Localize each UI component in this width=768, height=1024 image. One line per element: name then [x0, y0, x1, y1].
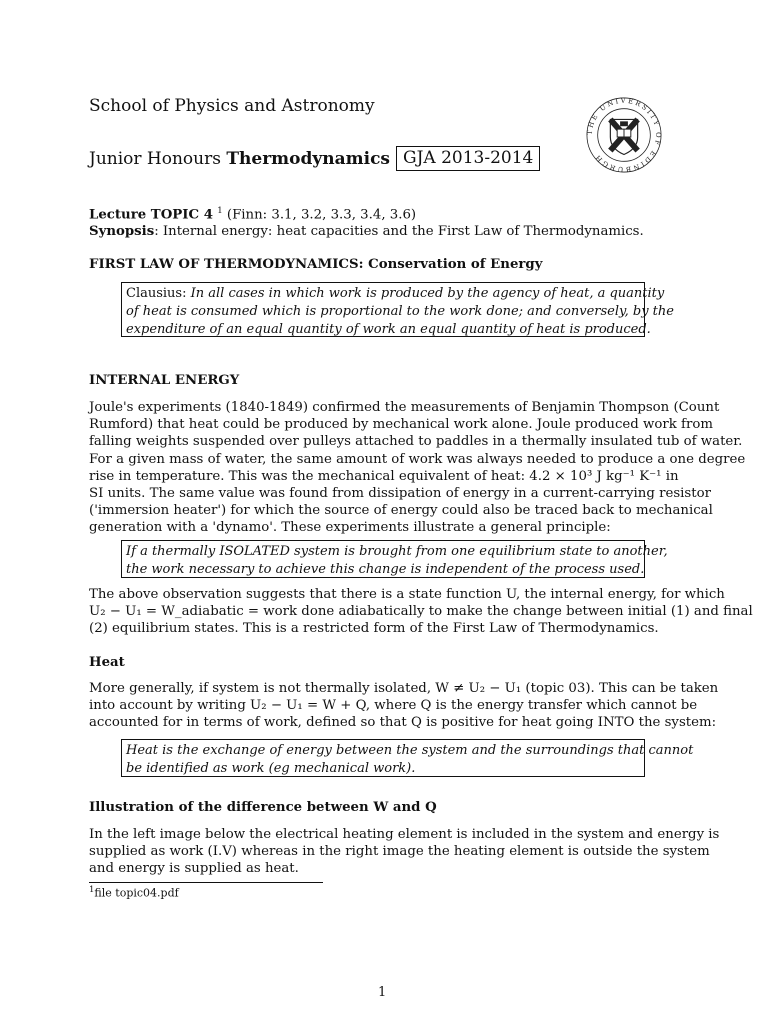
course-prefix: Junior Honours: [89, 149, 221, 169]
clausius-lead: Clausius:: [126, 286, 191, 301]
section-heading-first-law: FIRST LAW OF THERMODYNAMICS: Conservation of Energy: [89, 257, 543, 272]
box-line: be identified as work (eg mechanical work).: [126, 761, 416, 776]
paragraph-line: falling weights suspended over pulleys attached to paddles in a thermally insulated tub of water.: [89, 434, 743, 450]
paragraph-line: SI units. The same value was found from dissipation of energy in a current-carrying resistor: [89, 486, 711, 502]
synopsis: [89, 223, 644, 240]
paragraph-line: Rumford) that heat could be produced by mechanical work alone. Joule produced work from: [89, 417, 713, 433]
paragraph-line: U₂ − U₁ = W_adiabatic = work done adiabatically to make the change between initial (1) and final: [89, 604, 753, 620]
paragraph-line: (2) equilibrium states. This is a restricted form of the First Law of Thermodynamics.: [89, 621, 659, 637]
paragraph-line: supplied as work (I.V) whereas in the right image the heating element is outside the system: [89, 844, 710, 860]
paragraph-line: and energy is supplied as heat.: [89, 861, 299, 877]
synopsis-label: Synopsis: [89, 224, 155, 239]
page-number: 1: [378, 985, 387, 1000]
footnote-text: file topic04.pdf: [94, 886, 179, 900]
footnote-number: 1: [89, 885, 95, 895]
paragraph-line: generation with a 'dynamo'. These experiments illustrate a general principle:: [89, 520, 611, 536]
box-line: If a thermally ISOLATED system is brought from one equilibrium state to another,: [126, 544, 668, 559]
paragraph-line: into account by writing U₂ − U₁ = W + Q, where Q is the energy transfer which cannot be: [89, 698, 698, 714]
state-function-paragraph: [89, 586, 753, 638]
svg-text:THE UNIVERSITY OF EDINBURGH: THE UNIVERSITY OF EDINBURGH: [585, 96, 663, 174]
heat-definition-box: [121, 739, 694, 777]
box-line: the work necessary to achieve this change is independent of the process used.: [126, 562, 645, 577]
box-line: Heat is the exchange of energy between the system and the surroundings that cannot: [126, 743, 694, 758]
paragraph-line: Joule's experiments (1840-1849) confirmed the measurements of Benjamin Thompson (Count: [89, 400, 720, 415]
section-heading-internal-energy: INTERNAL ENERGY: [89, 373, 240, 388]
section-heading-heat: Heat: [89, 655, 125, 670]
school-name: School of Physics and Astronomy: [89, 96, 375, 116]
course-title: [89, 149, 390, 169]
paragraph-line: More generally, if system is not thermally isolated, W ≠ U₂ − U₁ (topic 03). This can be taken: [89, 681, 719, 696]
synopsis-text: : Internal energy: heat capacities and the First Law of Thermodynamics.: [154, 224, 644, 239]
lecture-refs: (Finn: 3.1, 3.2, 3.3, 3.4, 3.6): [226, 207, 417, 223]
clausius-line-2: of heat is consumed which is proportional to the work done; and conversely, by the: [126, 304, 674, 319]
joule-paragraph: [89, 399, 746, 537]
paragraph-line: ('immersion heater') for which the source of energy could also be traced back to mechanical: [89, 503, 713, 519]
course-name: Thermodynamics: [226, 149, 390, 169]
clausius-line-3: expenditure of an equal quantity of work an equal quantity of heat is produced.: [126, 322, 651, 337]
section-heading-illustration: Illustration of the difference between W and Q: [89, 800, 437, 815]
clausius-statement-box: [121, 282, 674, 337]
lecture-heading: [89, 203, 416, 224]
paragraph-line: rise in temperature. This was the mechanical equivalent of heat: 4.2 × 10³ J kg⁻¹ K⁻¹ in: [89, 468, 679, 484]
footnote-mark: 1: [217, 206, 223, 216]
footnote-rule: [89, 882, 323, 883]
course-code-box: GJA 2013-2014: [396, 146, 540, 171]
footnote: [89, 885, 179, 900]
isolated-system-box: [121, 540, 668, 578]
illustration-paragraph: [89, 826, 720, 878]
paragraph-line: The above observation suggests that there is a state function U, the internal energy, for which: [89, 587, 725, 602]
university-crest-logo: [585, 96, 663, 174]
paragraph-line: In the left image below the electrical heating element is included in the system and energy is: [89, 827, 720, 842]
paragraph-line: accounted for in terms of work, defined so that Q is positive for heat going INTO the system:: [89, 715, 717, 731]
clausius-line-1: In all cases in which work is produced by the agency of heat, a quantity: [190, 286, 665, 301]
lecture-label: Lecture TOPIC 4: [89, 207, 213, 223]
paragraph-line: For a given mass of water, the same amount of work was always needed to produce a one degree: [89, 451, 746, 467]
heat-paragraph: [89, 680, 719, 732]
